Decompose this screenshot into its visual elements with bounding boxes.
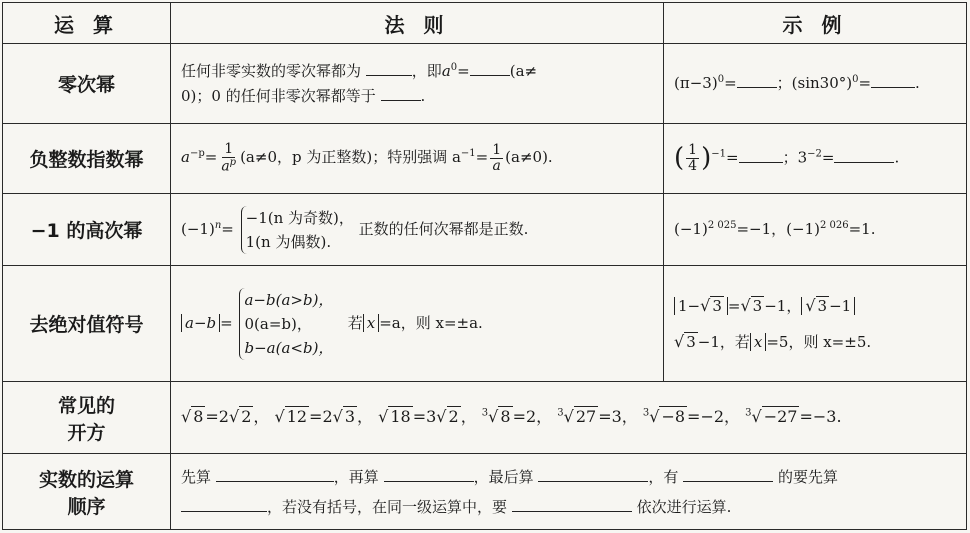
- text: 4: [688, 158, 698, 174]
- text: 18: [390, 407, 411, 427]
- text: 常见的: [57, 394, 115, 417]
- text: =2: [309, 407, 333, 427]
- text: a: [221, 158, 230, 175]
- text: 的要先算: [777, 467, 838, 486]
- blank[interactable]: [834, 148, 894, 163]
- text: .: [915, 74, 920, 93]
- text: =2，: [512, 407, 553, 427]
- header-row: [3, 3, 967, 44]
- text: =: [858, 74, 872, 93]
- blank[interactable]: [512, 497, 632, 512]
- text: =3，: [598, 407, 638, 427]
- text: 2 026: [819, 220, 849, 232]
- header-op: 运 算: [3, 3, 171, 44]
- text: a−b: [181, 314, 220, 332]
- case: a−b(a>b)，: [244, 290, 334, 309]
- blank[interactable]: [181, 497, 267, 512]
- header-rule: 法 则: [171, 3, 664, 44]
- text: 顺序: [67, 495, 106, 518]
- blank[interactable]: [384, 467, 474, 482]
- text: a: [181, 148, 190, 167]
- text: =: [204, 148, 218, 167]
- text: =: [821, 148, 835, 167]
- text: 3: [817, 297, 828, 316]
- text: 开方: [67, 421, 106, 444]
- case: −1(n 为奇数)，: [245, 208, 354, 227]
- text: =−1，(−1): [736, 220, 820, 239]
- op-negative-exponent: 负整数指数幂: [3, 124, 171, 194]
- text: 1: [492, 142, 502, 159]
- blank[interactable]: [366, 61, 412, 76]
- text: =5，则 x=±5.: [766, 332, 872, 351]
- op-minus-one-power: −1 的高次幂: [3, 194, 171, 266]
- text: 正数的任何次幂都是正数.: [358, 219, 529, 238]
- text: (π−3): [674, 74, 718, 93]
- text: ，: [460, 407, 477, 427]
- blank[interactable]: [683, 467, 773, 482]
- text: 0: [852, 74, 859, 86]
- text: p: [229, 157, 237, 169]
- example-zero-power: [664, 44, 967, 124]
- text: 3: [745, 407, 752, 419]
- rules-table: [2, 2, 967, 530]
- blank[interactable]: [871, 73, 915, 88]
- text: 3: [481, 407, 489, 419]
- text: 0: [450, 61, 458, 73]
- blank[interactable]: [470, 61, 510, 76]
- case: b−a(a<b)，: [244, 338, 334, 357]
- text: =: [220, 313, 233, 332]
- text: 若: [347, 313, 363, 332]
- rule-minus-one-power: [171, 194, 664, 266]
- text: 3: [712, 297, 722, 316]
- text: −1，若: [697, 332, 750, 351]
- text: ，若没有括号，在同一级运算中，要: [267, 497, 508, 516]
- text: ，即: [411, 61, 442, 80]
- text: 8: [193, 407, 204, 427]
- text: =: [724, 74, 737, 93]
- fraction: [490, 143, 503, 173]
- text: 0)；0 的任何非零次幂都等于: [181, 86, 376, 105]
- op-common-roots: [3, 382, 171, 454]
- text: ；(sin30°): [776, 74, 853, 93]
- text: (−1): [674, 220, 708, 239]
- text: a: [492, 158, 501, 174]
- blank[interactable]: [739, 148, 783, 163]
- row-zero-power: [3, 44, 967, 124]
- text: ，最后算: [473, 467, 534, 486]
- text: ，再算: [333, 467, 379, 486]
- text: 3: [642, 407, 650, 419]
- text: 0: [717, 74, 725, 86]
- row-operation-order: [3, 454, 967, 530]
- cases-brace: [239, 206, 354, 254]
- text: =: [725, 148, 739, 167]
- text: x: [750, 333, 766, 351]
- text: −1: [711, 148, 726, 160]
- op-absolute-value: 去绝对值符号: [3, 266, 171, 382]
- fraction: [219, 142, 238, 174]
- text: (a≠: [509, 61, 538, 80]
- text: 1−: [678, 297, 701, 316]
- text: =−2，: [687, 407, 741, 427]
- text: 27: [575, 407, 597, 427]
- rule-negative-exponent: [171, 124, 664, 194]
- text: −1: [460, 148, 476, 160]
- text: (a≠0，p 为正整数)；特别强调 a: [240, 148, 461, 167]
- text: .: [894, 148, 900, 167]
- text: 2 025: [707, 220, 737, 232]
- row-absolute-value: [3, 266, 967, 382]
- text: =2: [205, 407, 229, 427]
- text: 先算: [181, 467, 212, 486]
- text: 依次进行运算.: [636, 497, 732, 516]
- rule-zero-power: [171, 44, 664, 124]
- blank[interactable]: [216, 467, 334, 482]
- example-minus-one-power: [664, 194, 967, 266]
- header-example: 示 例: [664, 3, 967, 44]
- text: 12: [286, 407, 308, 427]
- row-common-roots: [3, 382, 967, 454]
- case: 1(n 为偶数).: [245, 232, 332, 251]
- text: =: [221, 219, 234, 238]
- text: −p: [189, 148, 205, 160]
- op-operation-order: [3, 454, 171, 530]
- text: ，有: [648, 467, 679, 486]
- blank[interactable]: [737, 73, 777, 88]
- text: .: [420, 86, 426, 105]
- text: ；3: [782, 148, 808, 167]
- row-minus-one-power: [3, 194, 967, 266]
- text: a: [441, 61, 451, 80]
- op-zero-power: 零次幂: [3, 44, 171, 124]
- text: (a≠0).: [505, 148, 553, 167]
- text: −1，: [764, 297, 802, 316]
- blank[interactable]: [538, 467, 648, 482]
- blank[interactable]: [381, 86, 421, 101]
- text: (−1): [181, 219, 215, 238]
- text: 实数的运算: [38, 468, 134, 491]
- text: 2: [448, 407, 459, 427]
- text: −8: [661, 407, 686, 427]
- text: −27: [763, 407, 798, 427]
- text: 3: [344, 407, 356, 427]
- text: =−3.: [799, 407, 842, 427]
- text: −1: [829, 297, 852, 316]
- text: −2: [807, 148, 822, 160]
- text: n: [214, 219, 222, 231]
- row-negative-exponent: [3, 124, 967, 194]
- text: 3: [557, 407, 564, 419]
- text: 1: [688, 142, 698, 159]
- text: =: [457, 61, 470, 80]
- text: ，: [357, 407, 374, 427]
- rule-operation-order: [171, 454, 967, 530]
- text: =: [475, 148, 489, 167]
- text: =1.: [848, 220, 876, 239]
- text: 3: [686, 332, 696, 351]
- text: x: [363, 314, 379, 332]
- text: =a，则 x=±a.: [379, 313, 483, 332]
- rule-common-roots: √ 8 =2√ 2 ， √ 12 =2√ 3 ， √ 18 =3√ 2 ， $^3$√ 8 =2， $^3$√ 27 =3， $^3$√ −8 =−2， $^3$√ −27 =−3.: [171, 382, 967, 454]
- text: 8: [500, 407, 511, 427]
- text: ，: [253, 407, 270, 427]
- text: 3: [752, 297, 763, 316]
- text: 1: [224, 141, 234, 158]
- text: =3: [412, 407, 437, 427]
- example-negative-exponent: ( $\frac{1}{4}$ )$^{-1}$= ；$3^{-2}=$ .: [664, 124, 967, 194]
- example-absolute-value: 1−√ 3 =√ 3 −1， √ 3 −1 √ 3 −1，若 x =5，则 x=±5.: [664, 266, 967, 382]
- cases-brace: [237, 288, 333, 360]
- fraction: [686, 143, 699, 173]
- case: 0(a=b)，: [244, 314, 312, 333]
- text: =: [727, 297, 741, 316]
- text: 2: [241, 407, 252, 427]
- text: 任何非零实数的零次幂都为: [181, 61, 362, 80]
- rule-absolute-value: [171, 266, 664, 382]
